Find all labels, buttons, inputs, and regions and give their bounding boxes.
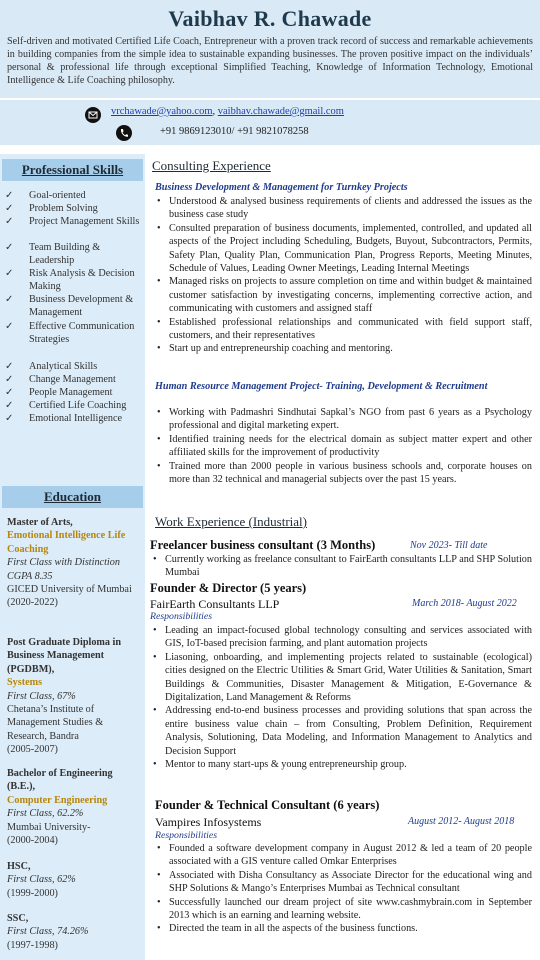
- email-link-gmail[interactable]: vaibhav.chawade@gmail.com: [217, 106, 344, 117]
- list-item: • Addressing end-to-end business processes and providing solutions that span across the entire business value chain – from Consulting, Problem Definition, Requirement Analysis, Solutioning, Data Modeling, and Information Management to Analytics and Decision Support: [150, 704, 532, 758]
- job-period: August 2012- August 2018: [408, 816, 515, 827]
- sidebar: [0, 154, 145, 960]
- education-heading: Education: [2, 486, 143, 508]
- check-icon: ✓: [5, 216, 14, 227]
- skill-item: ✓ Certified Life Coaching: [5, 400, 127, 411]
- profile-summary: Self-driven and motivated Certified Life Coach, Entrepreneur with a proven track record of success and remarkable achievements in building companies from the simple idea to sustainable expanding businesses. The proven positive impact on the individuals’ personal & professional life through exceptional Simplified Teaching, Knowledge of Information Technology, Emotional Intelligence & Life Coaching philosophy.: [7, 36, 533, 86]
- education-entry: Master of Arts, Emotional Intelligence Life Coaching First Class with Distinction CGPA 8.35 GICED University of Mumbai (2020-2022): [7, 517, 132, 609]
- email-link-yahoo[interactable]: vrchawade@yahoo.com: [111, 106, 213, 117]
- list-item: • Working with Padmashri Sindhutai Sapkal’s NGO from past 6 years as a Psychology professional and digital marketing expert.: [154, 406, 532, 433]
- phone-numbers: +91 9869123010/ +91 9821078258: [160, 126, 309, 137]
- skill-item: ✓ Business Development & Management: [5, 294, 134, 318]
- list-item: • Liasoning, onboarding, and implementing projects related to sustainable (ecological) cities designed on the Electric Utilities & Smart Grid, Water Utilities & Sanitation, Smart Buildings & Communities, Disaster Management & Mitigation, E-Governance & Digitalization, Land Management & Reforms: [150, 651, 532, 705]
- bullet-list: [154, 195, 532, 356]
- check-icon: ✓: [5, 190, 14, 201]
- skill-item: ✓ Team Building & Leadership: [5, 242, 101, 266]
- phone-icon: [116, 125, 132, 141]
- check-icon: ✓: [5, 374, 14, 385]
- check-icon: ✓: [5, 203, 14, 214]
- consulting-heading: Consulting Experience: [152, 158, 271, 173]
- list-item: • Consulted preparation of business documents, implemented, controlled, and updated all aspects of the Project including Scheduling, Budgets, Buyout, Subcontractors, Permits, Safety Plan, Quality Plan, Communication Plan, Progress Reports, Meeting Minutes, Schedule of Values, Leading Owner Meetings, Leading Internal Meetings: [154, 222, 532, 276]
- list-item: • Understood & analysed business requirements of clients and addressed the issues as the business case study: [154, 195, 532, 222]
- skill-item: ✓ Problem Solving: [5, 203, 98, 214]
- work-heading: Work Experience (Industrial): [155, 514, 308, 529]
- candidate-name: Vaibhav R. Chawade: [168, 6, 372, 31]
- list-item: • Directed the team in all the aspects of the business functions.: [154, 922, 532, 935]
- bullet-list: [154, 842, 532, 936]
- list-item: • Currently working as freelance consultant to FairEarth consultants LLP and SHP Solution Mumbai: [150, 553, 532, 580]
- list-item: • Identified training needs for the electrical domain as subject matter expert and other affiliated skills for the improvement of productivity: [154, 433, 532, 460]
- skills-heading: Professional Skills: [2, 159, 143, 181]
- check-icon: ✓: [5, 361, 14, 372]
- skill-item: ✓ Effective Communication Strategies: [5, 321, 135, 345]
- job-role: Freelancer business consultant (3 Months): [150, 538, 376, 552]
- list-item: • Established professional relationships and communicated with field support staff, customers, and their representatives: [154, 316, 532, 343]
- list-item: • Managed risks on projects to assure completion on time and within budget & maintained customer satisfaction by investigating concerns, implementing corrective action, and communicating with customers and assigned staff: [154, 275, 532, 315]
- skill-item: ✓ People Management: [5, 387, 113, 398]
- list-item: • Leading an impact-focused global technology consulting and services associated with GIS, IoT-based precision farming, and plant automation projects: [150, 624, 532, 651]
- education-entry: SSC, First Class, 74.26% (1997-1998): [7, 913, 89, 951]
- list-item: • Associated with Disha Consultancy as Associate Director for the educational wing and SHP Solutions & Mango’s Enterprises Mumbai as Technical consultant: [154, 869, 532, 896]
- list-item: • Trained more than 2000 people in various business schools and, corporate houses on more than 32 technical and managerial subjects over the past 15 years.: [154, 460, 532, 487]
- skill-item: ✓ Project Management Skills: [5, 216, 140, 227]
- education-entry: Bachelor of Engineering (B.E.), Computer Engineering First Class, 62.2% Mumbai University- (2000-2004): [7, 768, 113, 847]
- project-title: Human Resource Management Project- Training, Development & Recruitment: [155, 381, 488, 392]
- envelope-icon: [85, 107, 101, 123]
- header: [0, 0, 540, 98]
- check-icon: ✓: [5, 400, 14, 411]
- education-entry: Post Graduate Diploma in Business Management (PGDBM), Systems First Class, 67% Chetana’s Institute of Management Studies & Research, Bandra (2005-2007): [7, 637, 122, 756]
- education-entry: HSC, First Class, 62% (1999-2000): [7, 861, 76, 899]
- email-separator: ,: [212, 106, 216, 117]
- check-icon: ✓: [5, 294, 14, 305]
- list-item: • Successfully launched our dream project of site www.cashmybrain.com in September 2013 which is an earning and learning website.: [154, 896, 532, 923]
- email-line: [111, 106, 344, 117]
- check-icon: ✓: [5, 242, 14, 253]
- bullet-list: [150, 624, 532, 771]
- company-name: FairEarth Consultants LLP: [150, 597, 280, 611]
- job-period: Nov 2023- Till date: [410, 540, 488, 551]
- contact-bar: [0, 100, 540, 145]
- bullet-list: [154, 406, 532, 486]
- job-role: Founder & Director (5 years): [150, 581, 307, 595]
- skill-item: ✓ Goal-oriented: [5, 190, 86, 201]
- responsibilities-label: Responsibilities: [150, 611, 213, 622]
- skill-item: ✓ Risk Analysis & Decision Making: [5, 268, 135, 292]
- list-item: • Mentor to many start-ups & young entrepreneurship group.: [150, 758, 532, 771]
- check-icon: ✓: [5, 268, 14, 279]
- list-item: • Start up and entrepreneurship coaching and mentoring.: [154, 342, 532, 355]
- job-period: March 2018- August 2022: [412, 598, 517, 609]
- bullet-list: [150, 553, 532, 580]
- skill-item: ✓ Emotional Intelligence: [5, 413, 123, 424]
- check-icon: ✓: [5, 321, 14, 332]
- skill-item: ✓ Change Management: [5, 374, 116, 385]
- company-name: Vampires Infosystems: [155, 815, 262, 829]
- check-icon: ✓: [5, 387, 14, 398]
- check-icon: ✓: [5, 413, 14, 424]
- job-role: Founder & Technical Consultant (6 years): [155, 798, 380, 812]
- responsibilities-label: Responsibilities: [155, 830, 218, 841]
- project-title: Business Development & Management for Turnkey Projects: [155, 182, 408, 193]
- skill-item: ✓ Analytical Skills: [5, 361, 98, 372]
- list-item: • Founded a software development company in August 2012 & led a team of 20 people associated with a GIS venture called Omkar Enterprises: [154, 842, 532, 869]
